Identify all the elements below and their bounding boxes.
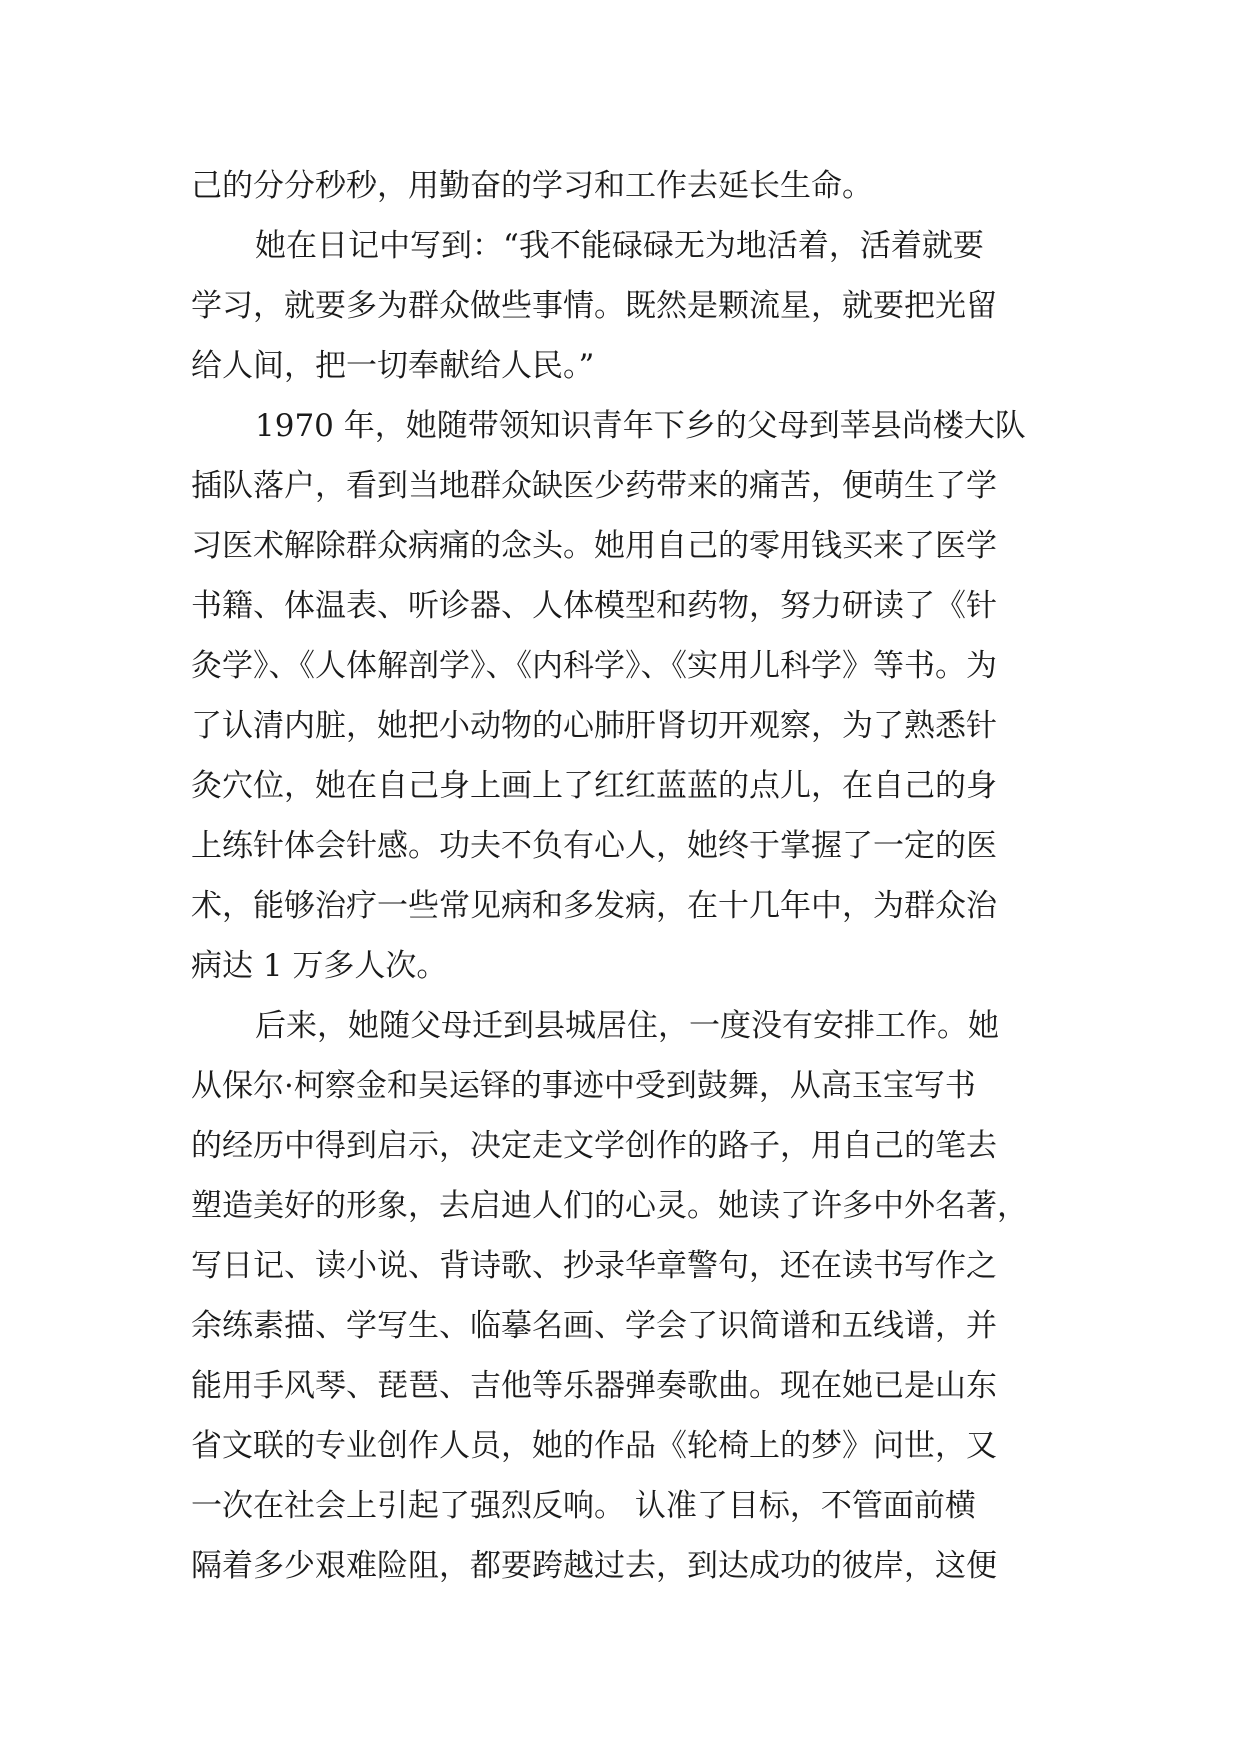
text-line: 从保尔·柯察金和吴运铎的事迹中受到鼓舞，从高玉宝写书 [191,1068,976,1104]
text-line: 余练素描、学写生、临摹名画、学会了识简谱和五线谱，并 [191,1308,997,1344]
text-line: 习医术解除群众病痛的念头。她用自己的零用钱买来了医学 [191,528,997,564]
text-line: 省文联的专业创作人员，她的作品《轮椅上的梦》问世，又 [191,1428,997,1464]
text-line: 插队落户，看到当地群众缺医少药带来的痛苦，便萌生了学 [191,468,997,504]
text-line: 了认清内脏，她把小动物的心肺肝肾切开观察，为了熟悉针 [191,708,997,744]
text-line: 学习，就要多为群众做些事情。既然是颗流星，就要把光留 [191,288,997,324]
text-line: 灸学》、《人体解剖学》、《内科学》、《实用儿科学》等书。为 [191,648,997,684]
text-line: 术，能够治疗一些常见病和多发病，在十几年中，为群众治 [191,888,997,924]
text-line: 灸穴位，她在自己身上画上了红红蓝蓝的点儿，在自己的身 [191,768,997,804]
text-line: 隔着多少艰难险阻，都要跨越过去，到达成功的彼岸，这便 [191,1548,997,1584]
text-line: 书籍、体温表、听诊器、人体模型和药物，努力研读了《针 [191,588,997,624]
text-line: 上练针体会针感。功夫不负有心人，她终于掌握了一定的医 [191,828,997,864]
text-line: 能用手风琴、琵琶、吉他等乐器弹奏歌曲。现在她已是山东 [191,1368,997,1404]
text-line: 己的分分秒秒，用勤奋的学习和工作去延长生命。 [191,168,873,204]
text-line: 她在日记中写到：“我不能碌碌无为地活着，活着就要 [255,228,984,264]
text-line: 塑造美好的形象，去启迪人们的心灵。她读了许多中外名著， [191,1188,1028,1224]
text-line: 给人间，把一切奉献给人民。” [191,348,595,384]
body-text [191,156,1051,1596]
text-line: 写日记、读小说、背诗歌、抄录华章警句，还在读书写作之 [191,1248,997,1284]
text-line: 1970 年，她随带领知识青年下乡的父母到莘县尚楼大队 [255,408,1026,444]
text-line: 后来，她随父母迁到县城居住，一度没有安排工作。她 [255,1008,999,1044]
text-line: 病达 1 万多人次。 [191,948,448,984]
text-line: 的经历中得到启示，决定走文学创作的路子，用自己的笔去 [191,1128,997,1164]
text-line: 一次在社会上引起了强烈反响。 认准了目标，不管面前横 [191,1488,976,1524]
